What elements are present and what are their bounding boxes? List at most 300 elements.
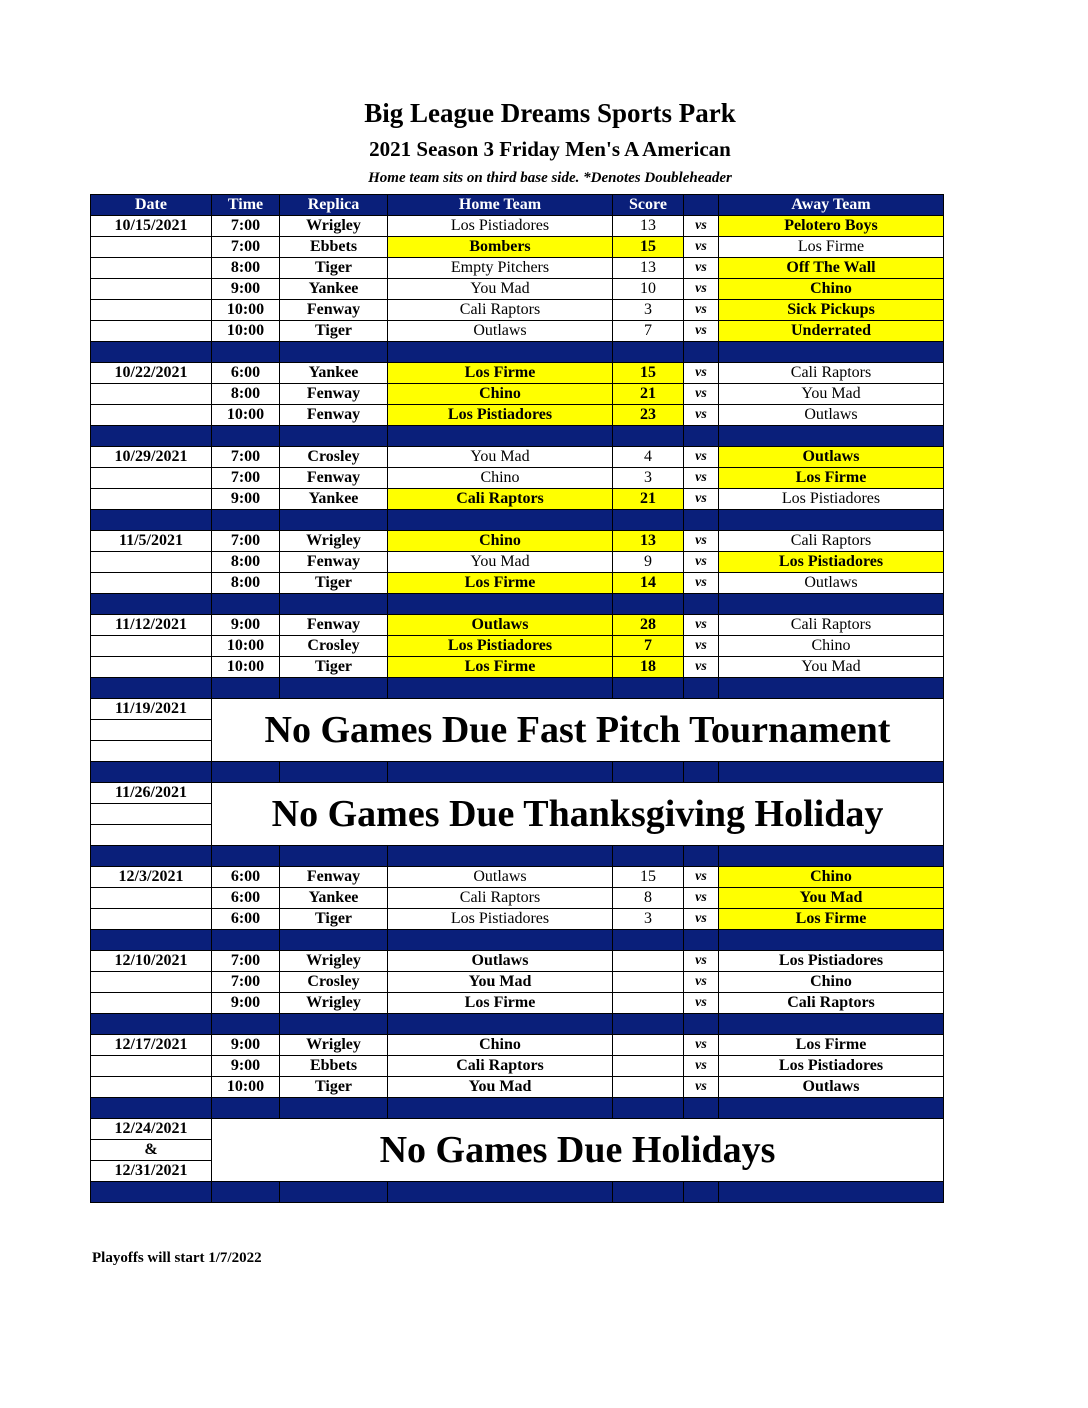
away-team-cell: Pelotero Boys	[719, 216, 944, 237]
separator-cell	[719, 930, 944, 951]
footer-note: Playoffs will start 1/7/2022	[92, 1250, 262, 1266]
time-cell: 9:00	[212, 1056, 280, 1077]
separator-cell	[212, 510, 280, 531]
replica-field-cell: Ebbets	[280, 1056, 388, 1077]
home-team-cell: Chino	[388, 531, 613, 552]
game-row	[91, 216, 944, 237]
time-cell: 9:00	[212, 489, 280, 510]
separator-row	[91, 1098, 944, 1119]
home-team-cell: Los Firme	[388, 363, 613, 384]
vs-cell: vs	[684, 300, 719, 321]
home-team-cell: Empty Pitchers	[388, 258, 613, 279]
separator-cell	[91, 594, 212, 615]
replica-field-cell: Yankee	[280, 489, 388, 510]
separator-cell	[684, 426, 719, 447]
banner-row	[91, 699, 944, 720]
game-row	[91, 993, 944, 1014]
separator-cell	[719, 846, 944, 867]
col-header-replica: Replica	[280, 195, 388, 216]
home-team-cell: Los Pistiadores	[388, 636, 613, 657]
separator-cell	[91, 930, 212, 951]
home-team-cell: Los Firme	[388, 657, 613, 678]
score-cell: 23	[613, 405, 684, 426]
replica-field-cell: Fenway	[280, 405, 388, 426]
score-cell: 15	[613, 363, 684, 384]
no-games-banner: No Games Due Holidays	[212, 1119, 944, 1182]
date-cell: 11/19/2021	[91, 699, 212, 720]
replica-field-cell: Tiger	[280, 573, 388, 594]
separator-cell	[212, 594, 280, 615]
schedule-body	[91, 195, 944, 1203]
header-row	[91, 195, 944, 216]
separator-cell	[212, 762, 280, 783]
date-cell	[91, 468, 212, 489]
score-cell: 13	[613, 216, 684, 237]
date-cell: 12/31/2021	[91, 1161, 212, 1182]
date-cell	[91, 384, 212, 405]
separator-cell	[719, 678, 944, 699]
page-note: Home team sits on third base side. *Denotes Doubleheader	[368, 170, 732, 186]
date-cell: 11/26/2021	[91, 783, 212, 804]
time-cell: 10:00	[212, 405, 280, 426]
separator-cell	[719, 1014, 944, 1035]
game-row	[91, 1077, 944, 1098]
away-team-cell: Outlaws	[719, 1077, 944, 1098]
away-team-cell: You Mad	[719, 657, 944, 678]
separator-cell	[684, 762, 719, 783]
score-cell: 7	[613, 636, 684, 657]
game-row	[91, 888, 944, 909]
separator-cell	[613, 594, 684, 615]
separator-cell	[719, 1182, 944, 1203]
banner-row	[91, 1119, 944, 1140]
vs-cell: vs	[684, 867, 719, 888]
date-cell: 10/29/2021	[91, 447, 212, 468]
replica-field-cell: Yankee	[280, 363, 388, 384]
game-row	[91, 531, 944, 552]
date-cell: 11/12/2021	[91, 615, 212, 636]
time-cell: 10:00	[212, 321, 280, 342]
date-cell: 12/10/2021	[91, 951, 212, 972]
date-cell: &	[91, 1140, 212, 1161]
separator-cell	[91, 678, 212, 699]
vs-cell: vs	[684, 657, 719, 678]
separator-cell	[91, 342, 212, 363]
date-cell: 10/15/2021	[91, 216, 212, 237]
away-team-cell: Los Pistiadores	[719, 489, 944, 510]
score-cell: 15	[613, 867, 684, 888]
separator-cell	[388, 510, 613, 531]
date-cell	[91, 657, 212, 678]
vs-cell: vs	[684, 489, 719, 510]
away-team-cell: Los Pistiadores	[719, 951, 944, 972]
time-cell: 9:00	[212, 1035, 280, 1056]
time-cell: 6:00	[212, 363, 280, 384]
vs-cell: vs	[684, 258, 719, 279]
game-row	[91, 447, 944, 468]
vs-cell: vs	[684, 993, 719, 1014]
separator-cell	[212, 1098, 280, 1119]
replica-field-cell: Fenway	[280, 384, 388, 405]
game-row	[91, 279, 944, 300]
separator-cell	[280, 1182, 388, 1203]
col-header-date: Date	[91, 195, 212, 216]
separator-cell	[280, 510, 388, 531]
game-row	[91, 384, 944, 405]
separator-cell	[684, 678, 719, 699]
away-team-cell: Chino	[719, 972, 944, 993]
game-row	[91, 972, 944, 993]
away-team-cell: Cali Raptors	[719, 993, 944, 1014]
vs-cell: vs	[684, 384, 719, 405]
away-team-cell: Los Firme	[719, 468, 944, 489]
date-cell	[91, 636, 212, 657]
separator-cell	[388, 1014, 613, 1035]
game-row	[91, 1056, 944, 1077]
date-cell	[91, 972, 212, 993]
page-title: Big League Dreams Sports Park	[364, 98, 736, 128]
home-team-cell: Outlaws	[388, 867, 613, 888]
home-team-cell: You Mad	[388, 447, 613, 468]
separator-cell	[719, 510, 944, 531]
away-team-cell: Los Firme	[719, 237, 944, 258]
replica-field-cell: Yankee	[280, 279, 388, 300]
time-cell: 9:00	[212, 615, 280, 636]
separator-cell	[388, 1182, 613, 1203]
game-row	[91, 1035, 944, 1056]
score-cell: 9	[613, 552, 684, 573]
score-cell: 3	[613, 468, 684, 489]
score-cell	[613, 1056, 684, 1077]
home-team-cell: Chino	[388, 468, 613, 489]
time-cell: 8:00	[212, 384, 280, 405]
separator-cell	[212, 1182, 280, 1203]
replica-field-cell: Fenway	[280, 300, 388, 321]
home-team-cell: Los Pistiadores	[388, 216, 613, 237]
separator-cell	[613, 510, 684, 531]
banner-row	[91, 783, 944, 804]
time-cell: 8:00	[212, 573, 280, 594]
replica-field-cell: Wrigley	[280, 993, 388, 1014]
replica-field-cell: Fenway	[280, 867, 388, 888]
separator-cell	[388, 846, 613, 867]
separator-cell	[684, 594, 719, 615]
separator-cell	[719, 426, 944, 447]
separator-cell	[388, 1098, 613, 1119]
separator-cell	[719, 1098, 944, 1119]
vs-cell: vs	[684, 888, 719, 909]
separator-cell	[280, 678, 388, 699]
home-team-cell: Chino	[388, 384, 613, 405]
game-row	[91, 300, 944, 321]
separator-cell	[719, 594, 944, 615]
vs-cell: vs	[684, 279, 719, 300]
game-row	[91, 489, 944, 510]
separator-cell	[388, 930, 613, 951]
home-team-cell: Cali Raptors	[388, 489, 613, 510]
date-cell	[91, 1056, 212, 1077]
schedule-table	[90, 194, 944, 1203]
date-cell	[91, 993, 212, 1014]
away-team-cell: Los Pistiadores	[719, 1056, 944, 1077]
away-team-cell: Outlaws	[719, 447, 944, 468]
separator-row	[91, 930, 944, 951]
replica-field-cell: Wrigley	[280, 216, 388, 237]
separator-cell	[212, 930, 280, 951]
time-cell: 7:00	[212, 216, 280, 237]
date-cell	[91, 258, 212, 279]
separator-cell	[388, 342, 613, 363]
time-cell: 10:00	[212, 636, 280, 657]
away-team-cell: Cali Raptors	[719, 615, 944, 636]
separator-cell	[91, 762, 212, 783]
date-cell	[91, 804, 212, 825]
score-cell	[613, 972, 684, 993]
separator-cell	[613, 1014, 684, 1035]
time-cell: 10:00	[212, 657, 280, 678]
home-team-cell: You Mad	[388, 279, 613, 300]
col-header-vs	[684, 195, 719, 216]
vs-cell: vs	[684, 972, 719, 993]
separator-row	[91, 342, 944, 363]
time-cell: 7:00	[212, 468, 280, 489]
time-cell: 6:00	[212, 867, 280, 888]
separator-cell	[212, 678, 280, 699]
time-cell: 7:00	[212, 972, 280, 993]
separator-cell	[212, 426, 280, 447]
score-cell: 4	[613, 447, 684, 468]
vs-cell: vs	[684, 636, 719, 657]
date-cell	[91, 237, 212, 258]
separator-cell	[91, 1014, 212, 1035]
separator-cell	[719, 342, 944, 363]
vs-cell: vs	[684, 468, 719, 489]
separator-cell	[280, 594, 388, 615]
away-team-cell: Sick Pickups	[719, 300, 944, 321]
replica-field-cell: Ebbets	[280, 237, 388, 258]
separator-cell	[280, 1098, 388, 1119]
away-team-cell: You Mad	[719, 888, 944, 909]
vs-cell: vs	[684, 405, 719, 426]
away-team-cell: Outlaws	[719, 405, 944, 426]
date-cell	[91, 321, 212, 342]
score-cell: 21	[613, 384, 684, 405]
vs-cell: vs	[684, 237, 719, 258]
game-row	[91, 867, 944, 888]
score-cell: 15	[613, 237, 684, 258]
game-row	[91, 552, 944, 573]
score-cell: 21	[613, 489, 684, 510]
vs-cell: vs	[684, 363, 719, 384]
separator-cell	[684, 930, 719, 951]
date-cell: 12/24/2021	[91, 1119, 212, 1140]
vs-cell: vs	[684, 321, 719, 342]
home-team-cell: Outlaws	[388, 615, 613, 636]
date-cell: 12/17/2021	[91, 1035, 212, 1056]
home-team-cell: You Mad	[388, 1077, 613, 1098]
replica-field-cell: Wrigley	[280, 531, 388, 552]
home-team-cell: Outlaws	[388, 951, 613, 972]
away-team-cell: Outlaws	[719, 573, 944, 594]
score-cell	[613, 951, 684, 972]
separator-cell	[280, 1014, 388, 1035]
date-cell	[91, 489, 212, 510]
score-cell: 7	[613, 321, 684, 342]
separator-cell	[388, 594, 613, 615]
separator-cell	[212, 342, 280, 363]
game-row	[91, 636, 944, 657]
separator-cell	[280, 930, 388, 951]
no-games-banner: No Games Due Thanksgiving Holiday	[212, 783, 944, 846]
away-team-cell: You Mad	[719, 384, 944, 405]
separator-cell	[388, 678, 613, 699]
separator-row	[91, 594, 944, 615]
replica-field-cell: Tiger	[280, 258, 388, 279]
game-row	[91, 321, 944, 342]
vs-cell: vs	[684, 951, 719, 972]
date-cell	[91, 909, 212, 930]
separator-row	[91, 678, 944, 699]
separator-cell	[684, 846, 719, 867]
date-cell	[91, 300, 212, 321]
date-cell	[91, 720, 212, 741]
away-team-cell: Underrated	[719, 321, 944, 342]
separator-cell	[613, 762, 684, 783]
away-team-cell: Los Firme	[719, 909, 944, 930]
replica-field-cell: Fenway	[280, 468, 388, 489]
separator-cell	[613, 930, 684, 951]
score-cell	[613, 1035, 684, 1056]
game-row	[91, 258, 944, 279]
vs-cell: vs	[684, 552, 719, 573]
separator-row	[91, 426, 944, 447]
date-cell	[91, 1077, 212, 1098]
game-row	[91, 615, 944, 636]
separator-cell	[613, 1182, 684, 1203]
separator-cell	[280, 426, 388, 447]
separator-cell	[91, 510, 212, 531]
away-team-cell: Chino	[719, 279, 944, 300]
away-team-cell: Los Firme	[719, 1035, 944, 1056]
home-team-cell: You Mad	[388, 552, 613, 573]
separator-cell	[719, 762, 944, 783]
vs-cell: vs	[684, 216, 719, 237]
game-row	[91, 363, 944, 384]
away-team-cell: Cali Raptors	[719, 363, 944, 384]
home-team-cell: Los Pistiadores	[388, 405, 613, 426]
separator-cell	[684, 510, 719, 531]
time-cell: 7:00	[212, 531, 280, 552]
game-row	[91, 405, 944, 426]
col-header-score: Score	[613, 195, 684, 216]
replica-field-cell: Crosley	[280, 972, 388, 993]
vs-cell: vs	[684, 909, 719, 930]
separator-cell	[91, 1182, 212, 1203]
separator-cell	[280, 762, 388, 783]
date-cell	[91, 405, 212, 426]
time-cell: 8:00	[212, 552, 280, 573]
score-cell: 28	[613, 615, 684, 636]
replica-field-cell: Yankee	[280, 888, 388, 909]
separator-row	[91, 510, 944, 531]
vs-cell: vs	[684, 447, 719, 468]
home-team-cell: Chino	[388, 1035, 613, 1056]
date-cell	[91, 573, 212, 594]
replica-field-cell: Fenway	[280, 552, 388, 573]
score-cell: 3	[613, 909, 684, 930]
separator-cell	[613, 1098, 684, 1119]
separator-row	[91, 762, 944, 783]
home-team-cell: You Mad	[388, 972, 613, 993]
game-row	[91, 468, 944, 489]
score-cell: 13	[613, 258, 684, 279]
score-cell	[613, 993, 684, 1014]
date-cell	[91, 279, 212, 300]
separator-cell	[613, 426, 684, 447]
col-header-home-team: Home Team	[388, 195, 613, 216]
separator-cell	[613, 678, 684, 699]
time-cell: 7:00	[212, 237, 280, 258]
score-cell: 10	[613, 279, 684, 300]
away-team-cell: Los Pistiadores	[719, 552, 944, 573]
score-cell: 13	[613, 531, 684, 552]
separator-row	[91, 1014, 944, 1035]
game-row	[91, 237, 944, 258]
date-cell: 12/3/2021	[91, 867, 212, 888]
score-cell: 3	[613, 300, 684, 321]
game-row	[91, 573, 944, 594]
home-team-cell: Los Pistiadores	[388, 909, 613, 930]
date-cell: 10/22/2021	[91, 363, 212, 384]
vs-cell: vs	[684, 1035, 719, 1056]
time-cell: 6:00	[212, 909, 280, 930]
date-cell	[91, 888, 212, 909]
replica-field-cell: Tiger	[280, 909, 388, 930]
score-cell	[613, 1077, 684, 1098]
separator-cell	[212, 846, 280, 867]
replica-field-cell: Tiger	[280, 321, 388, 342]
no-games-banner: No Games Due Fast Pitch Tournament	[212, 699, 944, 762]
separator-cell	[684, 1182, 719, 1203]
home-team-cell: Los Firme	[388, 573, 613, 594]
away-team-cell: Chino	[719, 867, 944, 888]
col-header-time: Time	[212, 195, 280, 216]
separator-cell	[388, 762, 613, 783]
home-team-cell: Bombers	[388, 237, 613, 258]
home-team-cell: Cali Raptors	[388, 888, 613, 909]
replica-field-cell: Tiger	[280, 657, 388, 678]
replica-field-cell: Wrigley	[280, 1035, 388, 1056]
replica-field-cell: Tiger	[280, 1077, 388, 1098]
time-cell: 7:00	[212, 447, 280, 468]
date-cell	[91, 552, 212, 573]
separator-cell	[280, 846, 388, 867]
date-cell	[91, 741, 212, 762]
away-team-cell: Chino	[719, 636, 944, 657]
time-cell: 10:00	[212, 300, 280, 321]
replica-field-cell: Crosley	[280, 636, 388, 657]
separator-row	[91, 1182, 944, 1203]
separator-row	[91, 846, 944, 867]
separator-cell	[613, 846, 684, 867]
time-cell: 7:00	[212, 951, 280, 972]
separator-cell	[388, 426, 613, 447]
separator-cell	[613, 342, 684, 363]
separator-cell	[684, 1098, 719, 1119]
replica-field-cell: Fenway	[280, 615, 388, 636]
vs-cell: vs	[684, 531, 719, 552]
replica-field-cell: Wrigley	[280, 951, 388, 972]
